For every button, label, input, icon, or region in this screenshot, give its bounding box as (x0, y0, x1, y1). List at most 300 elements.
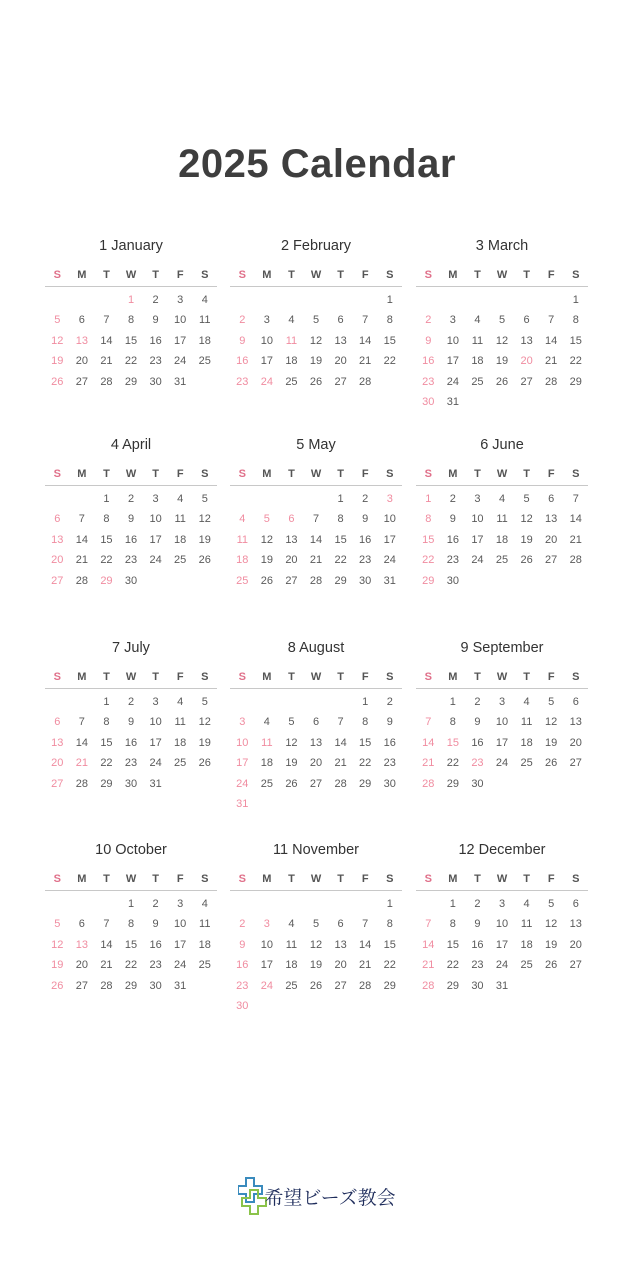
day-cell: 3 (263, 314, 270, 327)
day-cell: 25 (285, 375, 298, 388)
day-cell: 25 (520, 959, 533, 972)
day-cell: 20 (520, 355, 533, 368)
day-cell: 28 (545, 375, 558, 388)
day-cell: 7 (103, 314, 110, 327)
week-row (45, 955, 217, 975)
day-cell: 31 (149, 777, 162, 790)
day-cell: 8 (362, 716, 369, 729)
month-name: 8 August (287, 640, 345, 656)
day-cell: 6 (548, 493, 555, 505)
day-cell: 3 (498, 898, 506, 910)
week-row (416, 935, 588, 955)
day-cell: 18 (260, 757, 273, 770)
day-cell: 11 (174, 716, 186, 729)
week-row (45, 894, 217, 914)
day-cell: 24 (446, 375, 459, 388)
day-cell: 6 (523, 314, 530, 327)
day-cell: 6 (54, 716, 61, 729)
weekday-label: T (523, 468, 530, 480)
day-cell: 19 (285, 757, 298, 770)
weekday-label: T (103, 468, 110, 480)
day-cell: 10 (236, 736, 249, 749)
day-cell: 16 (446, 533, 459, 546)
week-row (230, 290, 402, 310)
day-cell: 8 (337, 513, 344, 526)
month-block (416, 435, 588, 591)
day-cell: 8 (386, 314, 393, 327)
day-cell: 19 (545, 938, 558, 951)
month-block (45, 435, 217, 591)
weekday-label: F (361, 671, 369, 683)
week-row (416, 712, 588, 732)
day-cell: 10 (495, 918, 509, 931)
day-cell: 16 (124, 736, 138, 749)
day-cell: 15 (100, 533, 113, 546)
day-cell: 11 (199, 918, 211, 931)
day-cell: 1 (572, 294, 579, 306)
day-cell: 17 (471, 533, 484, 546)
day-cell: 4 (474, 314, 481, 327)
week-row (230, 571, 402, 591)
weekday-label: M (448, 468, 458, 480)
day-cell: 15 (446, 736, 459, 749)
weekday-label: W (496, 269, 508, 281)
week-row (230, 489, 402, 509)
day-cell: 14 (309, 533, 323, 546)
weekday-label: W (496, 873, 508, 885)
week-row (45, 733, 217, 753)
day-cell: 13 (51, 533, 64, 546)
day-cell: 6 (54, 513, 61, 526)
week-row (45, 914, 217, 934)
day-cell: 26 (520, 554, 533, 567)
day-cell: 8 (103, 716, 110, 729)
day-cell: 15 (100, 736, 113, 749)
week-row (45, 530, 217, 550)
day-cell: 20 (545, 533, 558, 546)
month-block (45, 840, 217, 996)
day-cell: 9 (474, 918, 481, 931)
day-cell: 15 (446, 938, 459, 951)
weekday-label: S (201, 873, 209, 885)
day-cell: 24 (174, 355, 187, 368)
day-grid (416, 894, 588, 996)
day-cell: 20 (285, 554, 298, 567)
day-cell: 12 (309, 938, 323, 951)
page-title: 2025 Calendar (178, 142, 456, 186)
day-cell: 22 (334, 554, 347, 567)
day-cell: 29 (383, 979, 396, 992)
day-cell: 6 (572, 696, 579, 708)
day-cell: 28 (422, 979, 435, 992)
weekday-label: S (572, 468, 580, 480)
week-row (45, 550, 217, 570)
day-cell: 26 (309, 979, 323, 992)
day-cell: 8 (127, 314, 135, 327)
day-cell: 9 (449, 513, 456, 526)
day-cell: 18 (198, 938, 211, 951)
week-row (230, 935, 402, 955)
day-cell: 13 (334, 938, 347, 951)
month-block (416, 638, 588, 794)
day-cell: 8 (449, 716, 456, 729)
day-cell: 28 (569, 554, 582, 567)
weekday-label: T (288, 873, 295, 885)
day-cell: 8 (103, 513, 110, 526)
weekday-label: F (547, 468, 555, 480)
day-cell: 4 (498, 493, 506, 505)
day-cell: 12 (545, 918, 558, 931)
day-cell: 24 (383, 554, 396, 567)
day-cell: 7 (78, 513, 85, 526)
day-cell: 18 (495, 533, 509, 546)
day-cell: 10 (149, 716, 162, 729)
day-cell: 13 (75, 938, 88, 951)
month-block (416, 236, 588, 412)
weekday-header (230, 667, 402, 689)
day-cell: 11 (471, 334, 484, 347)
day-cell: 12 (198, 513, 211, 526)
day-cell: 1 (425, 493, 432, 505)
day-cell: 21 (75, 554, 88, 567)
day-cell: 9 (239, 938, 246, 951)
day-cell: 5 (201, 493, 208, 505)
day-cell: 4 (177, 696, 184, 708)
day-cell: 24 (149, 554, 162, 567)
day-cell: 2 (386, 696, 393, 708)
weekday-label: S (201, 468, 209, 480)
weekday-label: W (496, 468, 508, 480)
day-cell: 30 (471, 979, 484, 992)
day-grid (230, 489, 402, 591)
day-cell: 2 (474, 696, 481, 708)
day-cell: 23 (149, 355, 162, 368)
day-cell: 16 (236, 355, 249, 368)
day-cell: 25 (198, 355, 211, 368)
month-name: 3 March (475, 238, 529, 254)
weekday-label: W (125, 269, 137, 281)
day-cell: 12 (260, 533, 273, 546)
day-grid (45, 290, 217, 392)
week-row (416, 550, 588, 570)
week-row (230, 331, 402, 351)
week-row (416, 753, 588, 773)
day-cell: 28 (309, 574, 323, 587)
day-cell: 30 (359, 574, 372, 587)
day-cell: 26 (285, 777, 298, 790)
day-cell: 10 (174, 314, 187, 327)
weekday-label: S (238, 269, 246, 281)
day-cell: 15 (124, 938, 138, 951)
day-cell: 12 (51, 334, 64, 347)
week-row (416, 372, 588, 392)
day-cell: 27 (75, 375, 88, 388)
day-cell: 17 (446, 355, 459, 368)
day-cell: 19 (260, 554, 273, 567)
day-cell: 22 (569, 355, 582, 368)
day-cell: 29 (359, 777, 372, 790)
day-cell: 6 (337, 314, 344, 327)
day-cell: 23 (236, 979, 249, 992)
day-cell: 13 (51, 736, 64, 749)
day-cell: 4 (263, 716, 270, 729)
day-cell: 10 (495, 716, 509, 729)
day-cell: 25 (495, 554, 509, 567)
day-cell: 15 (383, 938, 396, 951)
month-name: 11 November (273, 842, 359, 858)
weekday-header (416, 265, 588, 287)
day-cell: 10 (446, 334, 459, 347)
day-cell: 17 (174, 938, 187, 951)
day-cell: 11 (236, 533, 248, 546)
week-row (230, 976, 402, 996)
weekday-label: T (337, 671, 344, 683)
week-row (416, 955, 588, 975)
day-cell: 24 (236, 777, 249, 790)
day-cell: 7 (425, 918, 432, 931)
weekday-label: S (53, 873, 61, 885)
day-cell: 20 (51, 757, 64, 770)
month-name: 6 June (480, 437, 524, 453)
weekday-label: T (152, 873, 159, 885)
day-cell: 27 (569, 757, 582, 770)
day-cell: 11 (520, 918, 533, 931)
weekday-label: F (176, 468, 184, 480)
day-cell: 23 (471, 959, 484, 972)
day-cell: 27 (51, 777, 64, 790)
weekday-label: M (77, 269, 87, 281)
weekday-label: S (572, 269, 580, 281)
day-cell: 22 (446, 959, 459, 972)
day-cell: 3 (177, 294, 184, 306)
week-row (45, 372, 217, 392)
weekday-label: F (176, 269, 184, 281)
day-cell: 19 (51, 959, 64, 972)
day-cell: 13 (569, 918, 582, 931)
day-cell: 26 (51, 979, 64, 992)
day-cell: 23 (383, 757, 396, 770)
day-cell: 27 (334, 979, 347, 992)
weekday-label: S (424, 468, 432, 480)
day-cell: 5 (54, 918, 61, 931)
weekday-label: F (361, 468, 369, 480)
day-cell: 21 (422, 757, 435, 770)
day-cell: 29 (100, 777, 113, 790)
day-cell: 10 (174, 918, 187, 931)
weekday-label: S (201, 269, 209, 281)
day-cell: 22 (124, 355, 138, 368)
day-cell: 30 (124, 777, 138, 790)
day-cell: 11 (285, 938, 298, 951)
month-name: 1 January (99, 238, 163, 254)
day-cell: 2 (474, 898, 481, 910)
day-cell: 27 (334, 375, 347, 388)
day-cell: 4 (523, 696, 530, 708)
day-cell: 11 (199, 314, 211, 327)
day-cell: 5 (288, 716, 295, 729)
week-row (416, 774, 588, 794)
day-cell: 1 (337, 493, 344, 505)
day-cell: 3 (152, 696, 159, 708)
day-cell: 17 (260, 959, 273, 972)
day-cell: 22 (383, 959, 396, 972)
day-cell: 7 (103, 918, 110, 931)
day-cell: 28 (100, 979, 113, 992)
day-cell: 5 (54, 314, 61, 327)
weekday-label: T (152, 468, 159, 480)
weekday-header (45, 464, 217, 486)
month-block (45, 236, 217, 392)
month-name: 10 October (95, 842, 167, 858)
day-grid (45, 692, 217, 794)
weekday-label: W (496, 671, 508, 683)
day-cell: 9 (127, 716, 135, 729)
week-row (45, 509, 217, 529)
day-cell: 1 (449, 898, 456, 910)
day-cell: 29 (100, 574, 113, 587)
week-row (45, 774, 217, 794)
day-cell: 25 (174, 757, 187, 770)
month-block (230, 840, 402, 1016)
day-cell: 28 (334, 777, 347, 790)
day-cell: 14 (75, 736, 88, 749)
weekday-label: F (547, 671, 555, 683)
day-cell: 7 (425, 716, 432, 729)
day-cell: 14 (334, 736, 347, 749)
day-grid (416, 692, 588, 794)
week-row (230, 753, 402, 773)
day-cell: 15 (124, 334, 138, 347)
church-logo (0, 1174, 634, 1218)
weekday-label: W (310, 873, 322, 885)
day-cell: 1 (127, 294, 135, 306)
day-cell: 13 (545, 513, 558, 526)
day-cell: 27 (569, 959, 582, 972)
day-cell: 10 (149, 513, 162, 526)
week-row (416, 530, 588, 550)
day-cell: 21 (359, 959, 372, 972)
day-cell: 17 (149, 533, 162, 546)
day-cell: 18 (520, 938, 533, 951)
day-cell: 30 (383, 777, 396, 790)
day-cell: 3 (239, 716, 246, 729)
weekday-label: M (262, 269, 272, 281)
week-row (416, 914, 588, 934)
day-cell: 16 (422, 355, 435, 368)
weekday-label: T (152, 671, 159, 683)
day-cell: 7 (337, 716, 344, 729)
weekday-header (230, 464, 402, 486)
day-cell: 7 (312, 513, 320, 526)
day-cell: 14 (422, 938, 435, 951)
day-cell: 14 (100, 938, 113, 951)
weekday-label: S (424, 269, 432, 281)
day-cell: 30 (149, 979, 162, 992)
day-cell: 1 (386, 294, 393, 306)
weekday-label: S (386, 671, 394, 683)
week-row (230, 794, 402, 814)
day-cell: 4 (288, 314, 295, 327)
day-cell: 9 (239, 334, 246, 347)
day-cell: 28 (359, 979, 372, 992)
day-cell: 29 (446, 979, 459, 992)
day-cell: 7 (362, 918, 369, 931)
day-cell: 14 (359, 938, 372, 951)
day-cell: 13 (520, 334, 533, 347)
day-grid (230, 290, 402, 392)
day-cell: 17 (260, 355, 273, 368)
weekday-label: T (523, 671, 530, 683)
day-cell: 13 (309, 736, 323, 749)
day-cell: 9 (386, 716, 393, 729)
day-cell: 20 (569, 938, 582, 951)
day-cell: 28 (75, 574, 88, 587)
day-cell: 14 (545, 334, 558, 347)
week-row (416, 351, 588, 371)
weekday-label: T (337, 873, 344, 885)
day-cell: 28 (422, 777, 435, 790)
weekday-label: S (386, 873, 394, 885)
day-cell: 12 (495, 334, 509, 347)
day-cell: 21 (100, 355, 113, 368)
weekday-label: T (288, 468, 295, 480)
day-cell: 22 (100, 757, 113, 770)
day-cell: 29 (124, 979, 138, 992)
day-cell: 29 (422, 574, 435, 587)
weekday-label: T (103, 269, 110, 281)
weekday-label: T (337, 269, 344, 281)
week-row (230, 692, 402, 712)
day-cell: 30 (236, 999, 249, 1012)
weekday-label: M (448, 873, 458, 885)
day-grid (416, 489, 588, 591)
day-cell: 9 (362, 513, 369, 526)
day-cell: 25 (471, 375, 484, 388)
day-cell: 16 (149, 334, 162, 347)
day-cell: 13 (569, 716, 582, 729)
day-cell: 7 (572, 493, 579, 505)
day-cell: 7 (362, 314, 369, 327)
month-name: 4 April (110, 437, 152, 453)
day-cell: 8 (449, 918, 456, 931)
day-cell: 15 (422, 533, 435, 546)
day-cell: 18 (174, 736, 187, 749)
day-cell: 2 (239, 314, 246, 327)
day-cell: 24 (260, 375, 273, 388)
weekday-label: F (176, 873, 184, 885)
day-cell: 19 (520, 533, 533, 546)
day-cell: 18 (285, 355, 298, 368)
day-cell: 2 (362, 493, 369, 505)
day-cell: 17 (495, 938, 509, 951)
day-cell: 26 (198, 554, 211, 567)
day-cell: 20 (75, 355, 88, 368)
day-cell: 19 (495, 355, 509, 368)
day-cell: 7 (78, 716, 85, 729)
day-cell: 2 (127, 696, 135, 708)
day-cell: 18 (236, 554, 249, 567)
day-cell: 16 (359, 533, 372, 546)
day-cell: 12 (309, 334, 323, 347)
day-cell: 5 (548, 898, 555, 910)
day-cell: 27 (545, 554, 558, 567)
day-cell: 3 (152, 493, 159, 505)
day-cell: 14 (359, 334, 372, 347)
weekday-label: F (547, 873, 555, 885)
weekday-header (230, 265, 402, 287)
weekday-label: F (176, 671, 184, 683)
day-cell: 16 (236, 959, 249, 972)
